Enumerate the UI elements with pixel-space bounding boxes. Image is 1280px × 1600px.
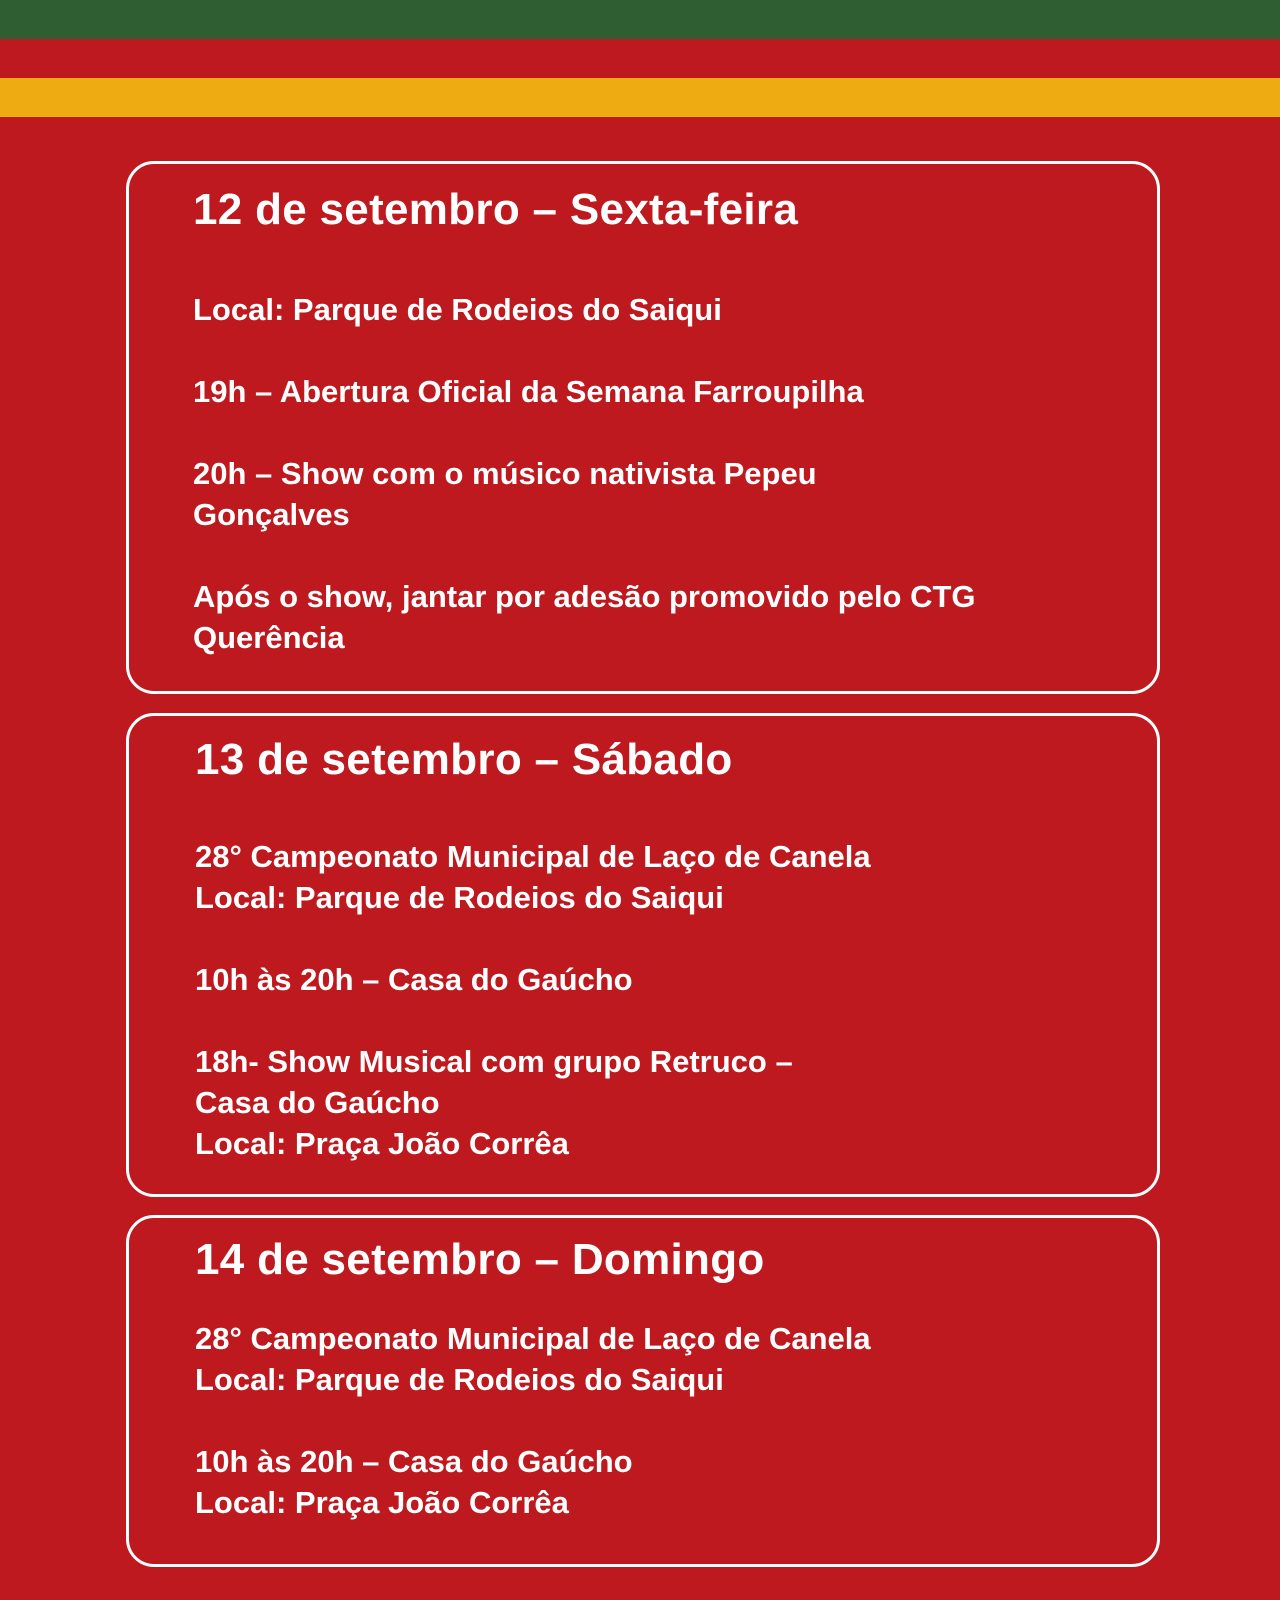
day-title: 12 de setembro – Sexta-feira	[193, 185, 799, 234]
event-line: 19h – Abertura Oficial da Semana Farroupilha	[193, 374, 864, 409]
event-line: 28° Campeonato Municipal de Laço de Canela	[195, 839, 871, 874]
day-card-sexta	[126, 161, 1160, 694]
event-line: Local: Praça João Corrêa	[195, 1485, 569, 1520]
day-title: 13 de setembro – Sábado	[195, 735, 733, 784]
day-card-sabado	[126, 713, 1160, 1197]
event-line: Gonçalves	[193, 497, 350, 532]
event-line: Local: Parque de Rodeios do Saiqui	[193, 292, 722, 327]
event-line: Após o show, jantar por adesão promovido pelo CTG	[193, 579, 976, 614]
top-stripe-yellow	[0, 78, 1280, 117]
day-title: 14 de setembro – Domingo	[195, 1235, 765, 1284]
event-line: 20h – Show com o músico nativista Pepeu	[193, 456, 817, 491]
event-line: 28° Campeonato Municipal de Laço de Canela	[195, 1321, 871, 1356]
day-card-domingo	[126, 1215, 1160, 1567]
event-line: Local: Parque de Rodeios do Saiqui	[195, 880, 724, 915]
event-line: 18h- Show Musical com grupo Retruco –	[195, 1044, 793, 1079]
event-line: Querência	[193, 620, 345, 655]
event-line: Local: Parque de Rodeios do Saiqui	[195, 1362, 724, 1397]
top-stripe-green	[0, 0, 1280, 39]
event-line: Casa do Gaúcho	[195, 1085, 440, 1120]
event-line: 10h às 20h – Casa do Gaúcho	[195, 962, 633, 997]
event-line: 10h às 20h – Casa do Gaúcho	[195, 1444, 633, 1479]
event-line: Local: Praça João Corrêa	[195, 1126, 569, 1161]
top-stripe-red	[0, 39, 1280, 78]
